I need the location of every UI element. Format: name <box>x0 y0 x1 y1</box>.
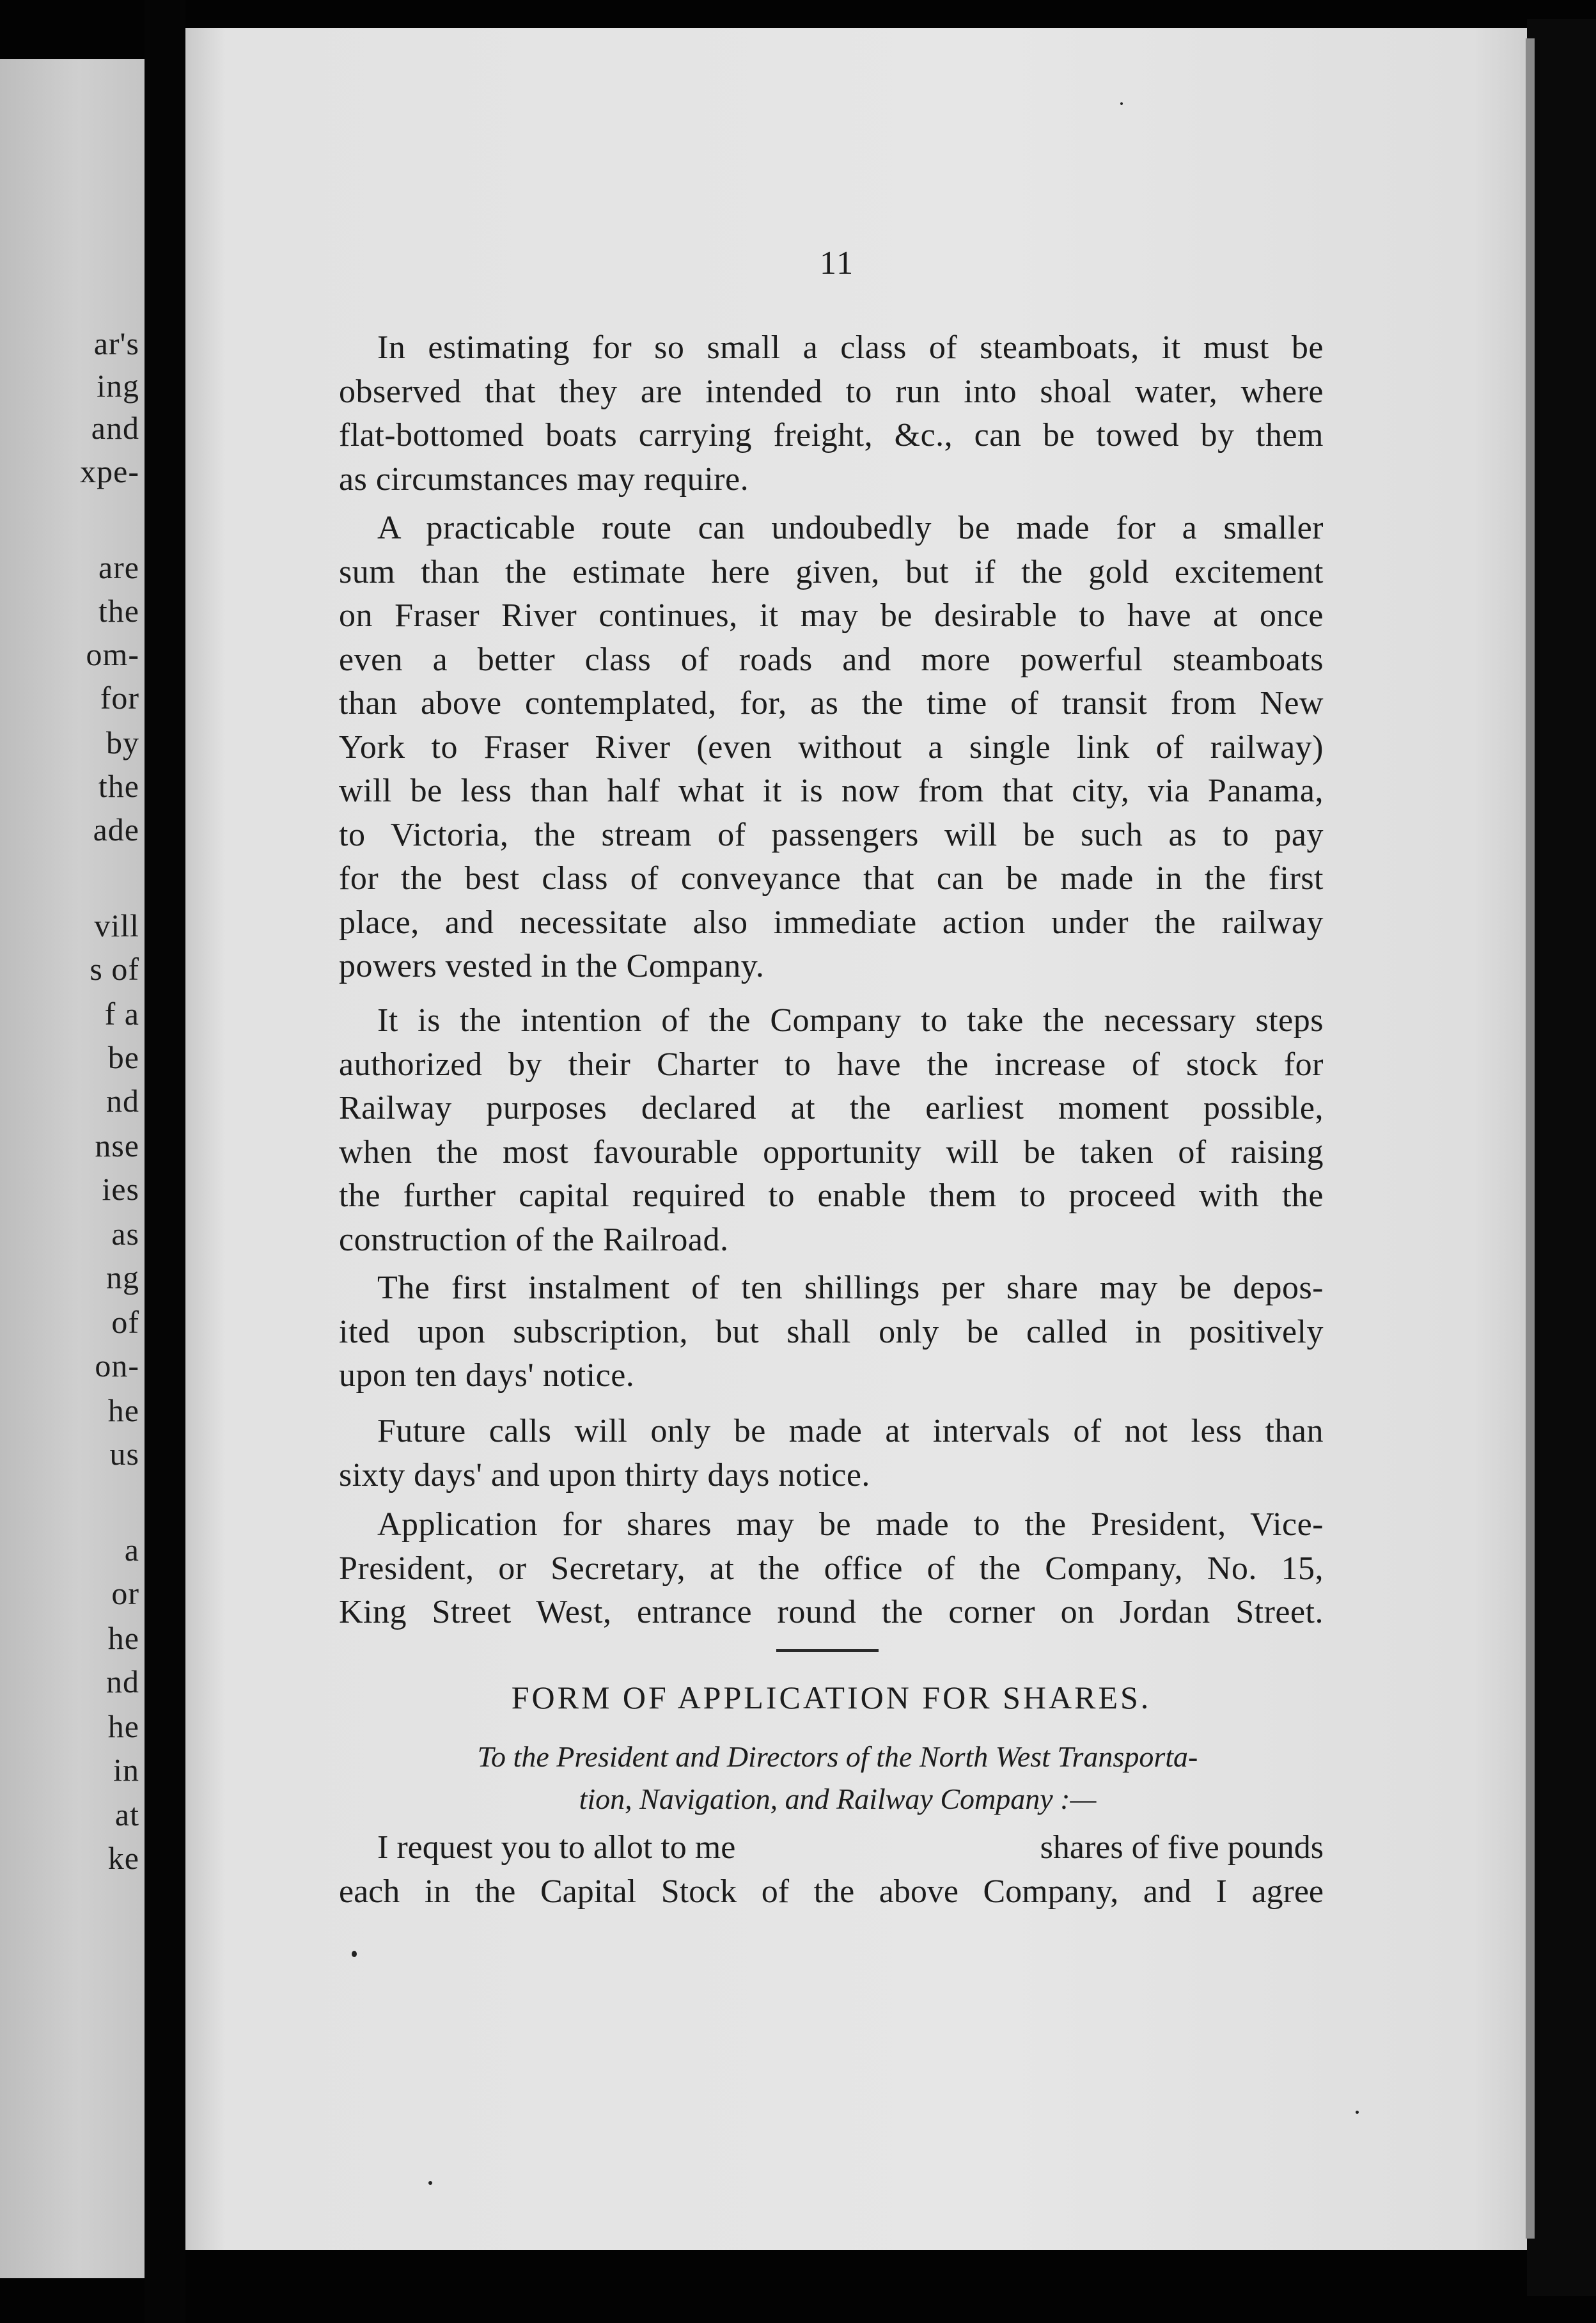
form-addressee <box>358 1736 1317 1820</box>
text-line: President, or Secretary, at the office of the Company, No. 15, <box>339 1550 1324 1587</box>
text-line: will be less than half what it is now from that city, via Panama, <box>339 773 1324 809</box>
fragment-line: by <box>106 725 139 760</box>
paragraph <box>339 999 1324 1262</box>
fragment-line: s of <box>90 951 139 987</box>
text-line: as circumstances may require. <box>339 461 749 498</box>
fragment-line: in <box>113 1752 139 1788</box>
text-line: Railway purposes declared at the earliest moment possible, <box>339 1090 1324 1126</box>
text-line: In estimating for so small a class of steamboats, it must be <box>377 329 1324 366</box>
page-number: 11 <box>820 245 855 281</box>
fragment-line: ade <box>93 812 139 847</box>
fragment-line: at <box>114 1797 139 1832</box>
page-edge-shadow <box>1526 38 1535 2239</box>
text-line: powers vested in the Company. <box>339 948 765 984</box>
scan-background-right <box>1527 19 1596 2296</box>
request-text-left: I request you to allot to me <box>377 1829 736 1866</box>
paragraph <box>339 1503 1324 1635</box>
text-line: upon ten days' notice. <box>339 1357 635 1394</box>
text-line: York to Fraser River (even without a single link of railway) <box>339 728 1324 766</box>
scan-speck <box>1120 102 1123 105</box>
text-line: the further capital required to enable them to proceed with the <box>339 1177 1324 1214</box>
fragment-line: ng <box>106 1259 139 1295</box>
text-line: on Fraser River continues, it may be desirable to have at once <box>339 597 1324 634</box>
text-line: ited upon subscription, but shall only be called in positively <box>339 1313 1324 1350</box>
fragment-line: or <box>111 1575 139 1611</box>
fragment-line: for <box>100 680 139 716</box>
fragment-line: he <box>107 1620 139 1656</box>
text-line: flat-bottomed boats carrying freight, &c., can be towed by them <box>339 417 1324 453</box>
text-line: place, and necessitate also immediate action under the railway <box>339 904 1324 941</box>
fragment-line: ar's <box>93 326 139 361</box>
paragraph <box>339 1410 1324 1497</box>
fragment-line: and <box>91 410 139 446</box>
text-line: for the best class of conveyance that can be made in the first <box>339 860 1324 897</box>
scan-speck <box>428 2181 432 2185</box>
fragment-line: nse <box>95 1128 139 1163</box>
fragment-line: ke <box>107 1840 139 1876</box>
text-line: construction of the Railroad. <box>339 1221 729 1258</box>
request-text-right: shares of five pounds <box>1040 1829 1324 1866</box>
book-gutter <box>145 0 185 2323</box>
text-line: Future calls will only be made at intervals of not less than <box>377 1413 1324 1449</box>
fragment-line: as <box>111 1216 139 1252</box>
form-heading: FORM OF APPLICATION FOR SHARES. <box>511 1680 1152 1715</box>
text-line: Application for shares may be made to the President, Vice- <box>377 1506 1324 1543</box>
text-line: observed that they are intended to run into shoal water, where <box>339 373 1324 410</box>
fragment-line: om- <box>86 636 139 672</box>
text-line: than above contemplated, for, as the time of transit from New <box>339 685 1324 721</box>
fragment-line: the <box>98 768 139 804</box>
text-line: authorized by their Charter to have the increase of stock for <box>339 1046 1324 1083</box>
fragment-line: vill <box>94 908 139 943</box>
previous-page-text-fragments <box>0 0 145 2323</box>
fragment-line: he <box>107 1708 139 1744</box>
fragment-line: nd <box>106 1083 139 1119</box>
text-line: even a better class of roads and more powerful steamboats <box>339 641 1324 678</box>
request-line <box>339 1826 1324 1870</box>
fragment-line: xpe- <box>80 453 139 489</box>
fragment-line: the <box>98 593 139 629</box>
addressee-line: To the President and Directors of the North West Transporta- <box>477 1740 1198 1773</box>
section-divider <box>776 1649 879 1652</box>
scan-speck <box>1356 2111 1359 2114</box>
text-line: The first instalment of ten shillings per share may be depos- <box>377 1270 1324 1306</box>
fragment-line: us <box>109 1436 139 1472</box>
paragraph <box>339 1266 1324 1398</box>
text-line: King Street West, entrance round the corner on Jordan Street. <box>339 1594 1324 1630</box>
fragment-line: be <box>107 1039 139 1075</box>
form-request <box>339 1826 1324 1914</box>
addressee-line: tion, Navigation, and Railway Company :— <box>579 1783 1097 1815</box>
text-line: It is the intention of the Company to take the necessary steps <box>377 1002 1324 1039</box>
request-line: each in the Capital Stock of the above Company, and I agree <box>339 1873 1324 1910</box>
fragment-line: he <box>107 1392 139 1428</box>
scan-speck <box>352 1951 357 1957</box>
fragment-line: ing <box>97 368 139 404</box>
fragment-line: a <box>124 1532 139 1568</box>
fragment-line: nd <box>106 1664 139 1699</box>
text-line: A practicable route can undoubedly be made for a smaller <box>377 510 1324 546</box>
fragment-line: ies <box>102 1171 139 1207</box>
fragment-line: f a <box>104 996 139 1032</box>
fragment-line: are <box>98 549 139 585</box>
paragraph <box>339 326 1324 501</box>
fragment-line: on- <box>95 1348 139 1383</box>
text-line: sixty days' and upon thirty days notice. <box>339 1456 870 1493</box>
fragment-line: of <box>111 1304 139 1340</box>
text-line: to Victoria, the stream of passengers will be such as to pay <box>339 816 1324 853</box>
paragraph <box>339 507 1324 989</box>
text-line: when the most favourable opportunity will be taken of raising <box>339 1133 1324 1170</box>
text-line: sum than the estimate here given, but if the gold excitement <box>339 553 1324 590</box>
